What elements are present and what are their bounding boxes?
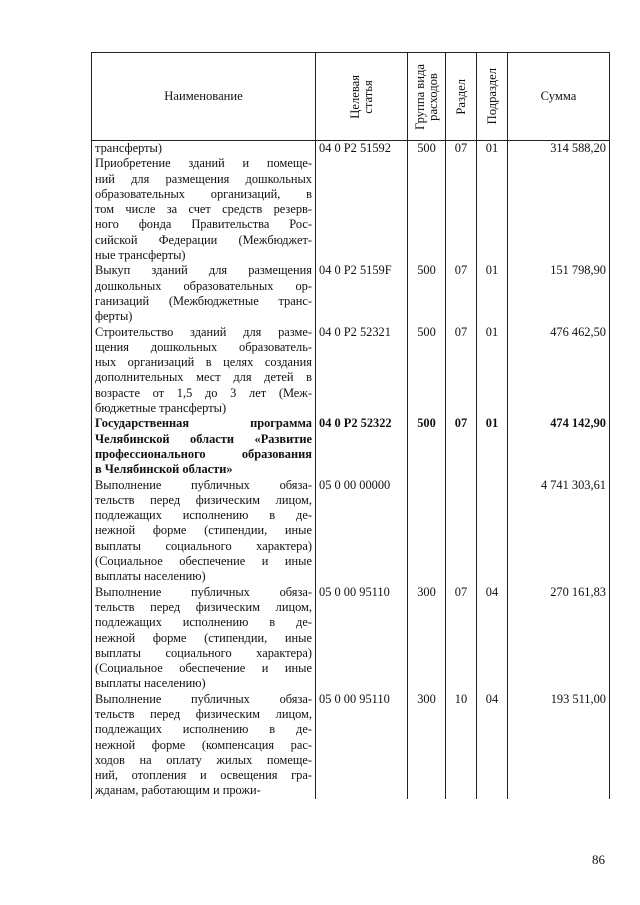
row-name — [92, 692, 316, 799]
row-amount: 474 142,90 — [508, 416, 610, 477]
row-name-line: (Социальное обеспечение и иные — [95, 661, 312, 676]
row-name-line: сийской Федерации (Межбюджет- — [95, 232, 312, 247]
row-amount: 151 798,90 — [508, 263, 610, 324]
row-target-code: 05 0 00 00000 — [316, 478, 408, 585]
table-row — [92, 692, 610, 799]
row-section: 07 — [446, 416, 477, 477]
row-name-line: нежной форме (стипендии, иные — [95, 523, 312, 538]
row-section — [446, 478, 477, 585]
header-group: Группа вида расходов — [408, 53, 446, 141]
row-group: 500 — [408, 141, 446, 264]
row-target-code: 05 0 00 95110 — [316, 692, 408, 799]
row-name — [92, 141, 316, 264]
row-name-line: тельств перед физическим лицом, — [95, 599, 312, 614]
row-name-line: подлежащих исполнению в де- — [95, 722, 312, 737]
row-name-line: ний, отопления и освещения гра- — [95, 768, 312, 783]
row-name-line: ферты) — [95, 309, 133, 324]
row-group: 500 — [408, 325, 446, 417]
row-name-line: Выполнение публичных обяза- — [95, 584, 312, 599]
table-row — [92, 478, 610, 585]
row-group: 300 — [408, 692, 446, 799]
row-amount: 193 511,00 — [508, 692, 610, 799]
row-name-line: Государственная программа — [95, 416, 312, 431]
row-name-line: Приобретение зданий и помеще- — [95, 156, 312, 171]
row-section: 10 — [446, 692, 477, 799]
table-row — [92, 585, 610, 692]
row-section: 07 — [446, 585, 477, 692]
budget-table — [91, 52, 610, 799]
row-name-line: выплаты социального характера) — [95, 538, 312, 553]
page-number: 86 — [592, 852, 605, 867]
row-name-line: жданам, работающим и прожи- — [95, 783, 261, 798]
row-name-line: (Социальное обеспечение и иные — [95, 554, 312, 569]
header-name: Наименование — [92, 53, 316, 141]
row-name-line: выплаты социального характера) — [95, 645, 312, 660]
row-name-line: выплаты населению) — [95, 676, 206, 691]
row-name — [92, 585, 316, 692]
row-name-line: нежной форме (стипендии, иные — [95, 630, 312, 645]
row-section: 07 — [446, 263, 477, 324]
row-name-line: профессионального образования — [95, 446, 312, 461]
table-row — [92, 416, 610, 477]
row-name-line: в Челябинской области» — [95, 462, 233, 477]
header-row — [92, 53, 610, 141]
row-name-line: Строительство зданий для разме- — [95, 324, 312, 339]
row-name-line: подлежащих исполнению в де- — [95, 615, 312, 630]
row-name-line: Выполнение публичных обяза- — [95, 691, 312, 706]
row-name — [92, 263, 316, 324]
row-subsection: 04 — [477, 692, 508, 799]
row-group: 500 — [408, 263, 446, 324]
row-name-line: Челябинской области «Развитие — [95, 431, 312, 446]
row-name-line: ного фонда Правительства Рос- — [95, 217, 312, 232]
row-name — [92, 478, 316, 585]
table-row — [92, 263, 610, 324]
row-name-line: образовательных организаций, в — [95, 186, 312, 201]
row-name-line: бюджетные трансферты) — [95, 401, 227, 416]
table-row — [92, 141, 610, 264]
row-subsection: 01 — [477, 416, 508, 477]
row-amount: 314 588,20 — [508, 141, 610, 264]
row-name-line: дополнительных мест для детей в — [95, 370, 312, 385]
row-name-line: нежной форме (компенсация рас- — [95, 737, 312, 752]
row-section: 07 — [446, 141, 477, 264]
row-name-line: подлежащих исполнению в де- — [95, 508, 312, 523]
row-subsection: 01 — [477, 325, 508, 417]
row-name-line: ний для размещения дошкольных — [95, 171, 312, 186]
row-name-line: ные трансферты) — [95, 248, 186, 263]
row-name-line: возрасте от 1,5 до 3 лет (Меж- — [95, 385, 312, 400]
row-target-code: 04 0 Р2 52322 — [316, 416, 408, 477]
row-amount: 476 462,50 — [508, 325, 610, 417]
header-target: Целевая статья — [316, 53, 408, 141]
row-target-code: 04 0 Р2 52321 — [316, 325, 408, 417]
row-name — [92, 416, 316, 477]
row-name — [92, 325, 316, 417]
table-body — [92, 141, 610, 799]
header-amount: Сумма — [508, 53, 610, 141]
row-name-line: трансферты) — [95, 141, 162, 155]
row-target-code: 04 0 Р2 5159F — [316, 263, 408, 324]
row-section: 07 — [446, 325, 477, 417]
row-target-code: 04 0 Р2 51592 — [316, 141, 408, 264]
row-name-line: тельств перед физическим лицом, — [95, 706, 312, 721]
row-name-line: ганизаций (Межбюджетные транс- — [95, 293, 312, 308]
row-name-line: щения дошкольных образователь- — [95, 339, 312, 354]
header-section: Раздел — [446, 53, 477, 141]
row-subsection — [477, 478, 508, 585]
row-name-line: ных организаций в целях создания — [95, 355, 312, 370]
row-target-code: 05 0 00 95110 — [316, 585, 408, 692]
table-row — [92, 325, 610, 417]
row-subsection: 01 — [477, 141, 508, 264]
header-subsection: Подраздел — [477, 53, 508, 141]
row-name-line: том числе за счет средств резерв- — [95, 202, 312, 217]
row-name-line: тельств перед физическим лицом, — [95, 492, 312, 507]
row-name-line: Выкуп зданий для размещения — [95, 263, 312, 278]
row-subsection: 01 — [477, 263, 508, 324]
row-subsection: 04 — [477, 585, 508, 692]
row-group: 500 — [408, 416, 446, 477]
row-amount: 4 741 303,61 — [508, 478, 610, 585]
row-amount: 270 161,83 — [508, 585, 610, 692]
row-name-line: дошкольных образовательных ор- — [95, 278, 312, 293]
row-group — [408, 478, 446, 585]
row-name-line: ходов на оплату жилых помеще- — [95, 752, 312, 767]
row-name-line: выплаты населению) — [95, 569, 206, 584]
row-group: 300 — [408, 585, 446, 692]
row-name-line: Выполнение публичных обяза- — [95, 477, 312, 492]
